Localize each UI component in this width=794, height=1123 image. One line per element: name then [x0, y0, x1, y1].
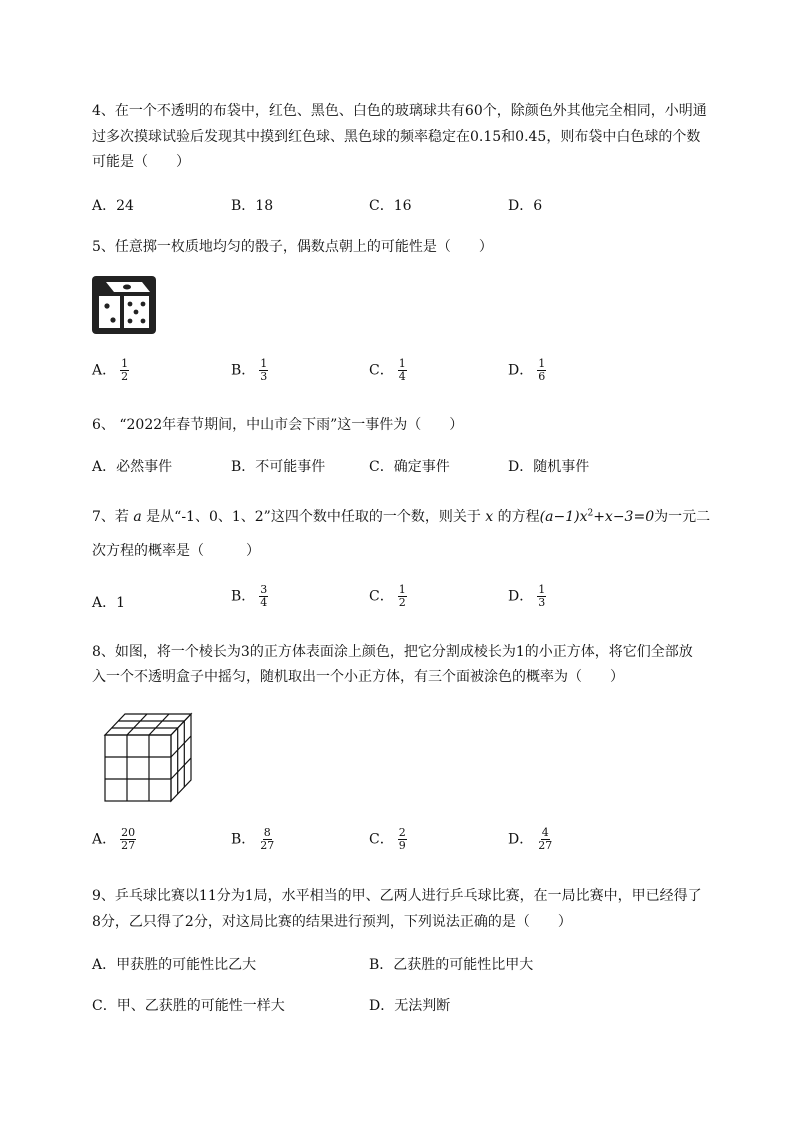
fraction — [537, 827, 553, 852]
q8-option-d[interactable] — [508, 827, 553, 852]
option-label: C． — [369, 588, 394, 605]
denominator: 2 — [121, 370, 129, 383]
option-label: D． — [508, 831, 534, 848]
equation-part: +x−3=0 — [593, 509, 655, 525]
q8-text-line2: 入一个不透明盒子中摇匀，随机取出一个小正方体，有三个面被涂色的概率为（ ） — [92, 669, 624, 685]
q4-text-line2: 过多次摸球试验后发现其中摸到红色球、黑色球的频率稳定在0.15和0.45，则布袋中白色球的个数 — [92, 129, 701, 145]
q6-option-b[interactable]: B．不可能事件 — [231, 459, 326, 475]
q5-text-line1: 5、任意掷一枚质地均匀的骰子，偶数点朝上的可能性是（ ） — [92, 239, 493, 255]
numerator: 1 — [398, 583, 406, 596]
q8-text-line1: 8、如图，将一个棱长为3的正方体表面涂上颜色，把它分割成棱长为1的小正方体，将它们全部放 — [92, 644, 693, 660]
denominator: 3 — [538, 596, 546, 609]
q4-option-a[interactable]: A．24 — [92, 198, 134, 214]
q7-text: 是从“-1、0、1、2”这四个数中任取的一个数，则关于 — [141, 509, 486, 525]
denominator: 27 — [538, 839, 553, 852]
q8-option-c[interactable] — [369, 827, 407, 852]
cube-grid-icon — [100, 710, 196, 804]
numerator: 8 — [263, 826, 271, 839]
q4-text-line1: 4、在一个不透明的布袋中，红色、黑色、白色的玻璃球共有60个，除颜色外其他完全相同，小明通 — [92, 103, 707, 119]
denominator: 9 — [398, 839, 406, 852]
q9-option-c[interactable]: C．甲、乙获胜的可能性一样大 — [92, 998, 285, 1014]
q9-text-line2: 8分，乙只得了2分，对这局比赛的结果进行预判，下列说法正确的是（ ） — [92, 914, 572, 930]
option-label: D． — [508, 588, 534, 605]
numerator: 3 — [260, 583, 268, 596]
variable-x: x — [485, 509, 494, 525]
fraction — [398, 584, 407, 609]
q7-text: 为一元二 — [654, 509, 711, 525]
cube-figure — [100, 710, 196, 804]
fraction — [398, 358, 407, 383]
q7-text: 的方程 — [493, 509, 540, 525]
option-label: C． — [369, 831, 394, 848]
denominator: 4 — [260, 596, 268, 609]
denominator: 27 — [260, 839, 275, 852]
q4-text-line3: 可能是（ ） — [92, 154, 190, 170]
fraction — [259, 827, 275, 852]
dice-figure — [92, 276, 156, 334]
dice-icon — [92, 276, 156, 334]
numerator: 4 — [541, 826, 549, 839]
numerator: 1 — [398, 357, 406, 370]
fraction — [259, 584, 268, 609]
q6-text-line1: 6、 “2022年春节期间，中山市会下雨”这一事件为（ ） — [92, 417, 464, 433]
fraction — [120, 358, 129, 383]
option-label: D． — [508, 362, 534, 379]
q7-text: 7、若 — [92, 509, 134, 525]
q4-option-b[interactable]: B．18 — [231, 198, 274, 214]
q9-option-d[interactable]: D．无法判断 — [369, 998, 451, 1014]
denominator: 3 — [260, 370, 268, 383]
q6-option-c[interactable]: C．确定事件 — [369, 459, 450, 475]
q7-text-line2: 次方程的概率是（ ） — [92, 543, 260, 559]
q5-option-a[interactable] — [92, 358, 129, 383]
q5-option-d[interactable] — [508, 358, 546, 383]
q8-option-b[interactable] — [231, 827, 275, 852]
numerator: 1 — [538, 357, 546, 370]
denominator: 2 — [398, 596, 406, 609]
option-label: A． — [92, 362, 117, 379]
numerator: 20 — [121, 826, 136, 839]
numerator: 1 — [260, 357, 268, 370]
numerator: 1 — [538, 583, 546, 596]
q9-option-a[interactable]: A．甲获胜的可能性比乙大 — [92, 957, 257, 973]
variable-a: a — [133, 509, 142, 525]
q4-option-c[interactable]: C．16 — [369, 198, 412, 214]
q7-option-d[interactable] — [508, 584, 546, 609]
option-label: B． — [231, 362, 256, 379]
numerator: 1 — [121, 357, 129, 370]
equation-part: (a−1)x — [539, 509, 588, 525]
fraction — [537, 358, 546, 383]
option-label: C． — [369, 362, 394, 379]
q6-option-d[interactable]: D．随机事件 — [508, 459, 590, 475]
q5-option-b[interactable] — [231, 358, 268, 383]
q6-option-a[interactable]: A．必然事件 — [92, 459, 173, 475]
q8-option-a[interactable] — [92, 827, 136, 852]
q7-option-a[interactable]: A．1 — [92, 595, 126, 611]
fraction — [537, 584, 546, 609]
numerator: 2 — [398, 826, 406, 839]
q7-option-b[interactable] — [231, 584, 268, 609]
equation-exponent: 2 — [587, 508, 594, 519]
q7-option-c[interactable] — [369, 584, 407, 609]
q4-option-d[interactable]: D．6 — [508, 198, 543, 214]
option-label: A． — [92, 831, 117, 848]
denominator: 6 — [538, 370, 546, 383]
q7-text-line1 — [92, 506, 710, 526]
q9-text-line1: 9、乒乓球比赛以11分为1局，水平相当的甲、乙两人进行乒乓球比赛，在一局比赛中，甲已经得了 — [92, 888, 702, 904]
fraction — [259, 358, 268, 383]
q9-option-b[interactable]: B．乙获胜的可能性比甲大 — [369, 957, 534, 973]
fraction — [398, 827, 407, 852]
q5-option-c[interactable] — [369, 358, 407, 383]
option-label: B． — [231, 831, 256, 848]
denominator: 4 — [398, 370, 406, 383]
option-label: B． — [231, 588, 256, 605]
denominator: 27 — [121, 839, 136, 852]
fraction — [120, 827, 136, 852]
